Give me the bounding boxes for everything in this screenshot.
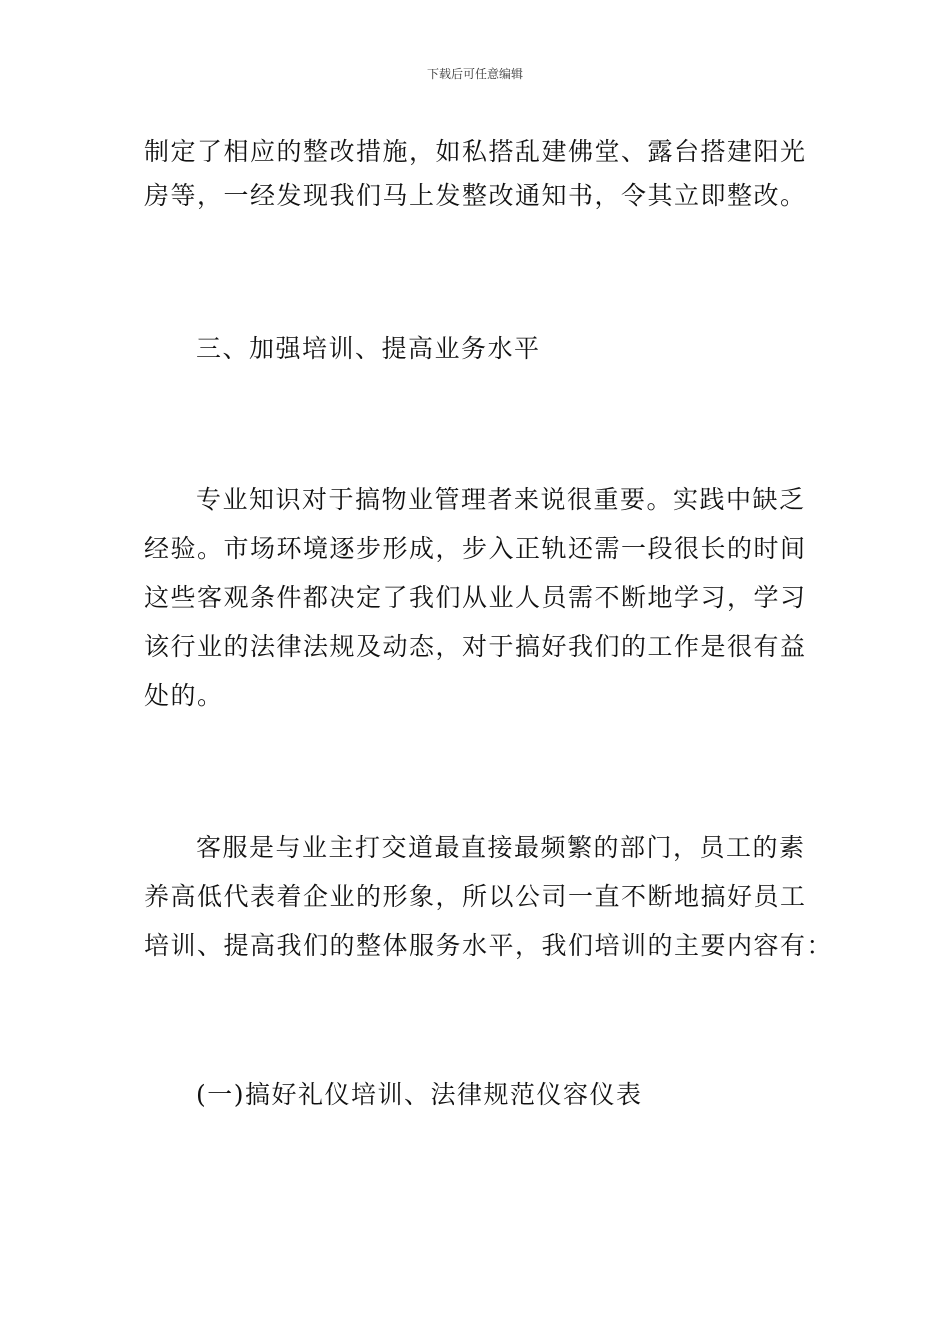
section-heading: 三、加强培训、提高业务水平 xyxy=(196,334,541,363)
paragraph-line: 客服是与业主打交道最直接最频繁的部门，员工的素 xyxy=(196,833,806,862)
paragraph-line: 培训、提高我们的整体服务水平，我们培训的主要内容有： xyxy=(144,931,834,960)
paragraph-line: 该行业的法律法规及动态，对于搞好我们的工作是很有益 xyxy=(144,632,807,661)
paragraph-line: 处的。 xyxy=(144,681,224,710)
page-header-note: 下载后可任意编辑 xyxy=(426,67,523,81)
paragraph-line: 制定了相应的整改措施，如私搭乱建佛堂、露台搭建阳光 xyxy=(144,137,807,166)
paragraph-line: 专业知识对于搞物业管理者来说很重要。实践中缺乏 xyxy=(196,485,806,514)
paragraph-line: 养高低代表着企业的形象，所以公司一直不断地搞好员工 xyxy=(144,882,807,911)
subsection-heading: (一)搞好礼仪培训、法律规范仪容仪表 xyxy=(196,1080,643,1109)
paragraph-line: 房等，一经发现我们马上发整改通知书，令其立即整改。 xyxy=(144,181,807,210)
paragraph-line: 这些客观条件都决定了我们从业人员需不断地学习，学习 xyxy=(144,583,807,612)
paragraph-line: 经验。市场环境逐步形成，步入正轨还需一段很长的时间 xyxy=(144,534,807,563)
